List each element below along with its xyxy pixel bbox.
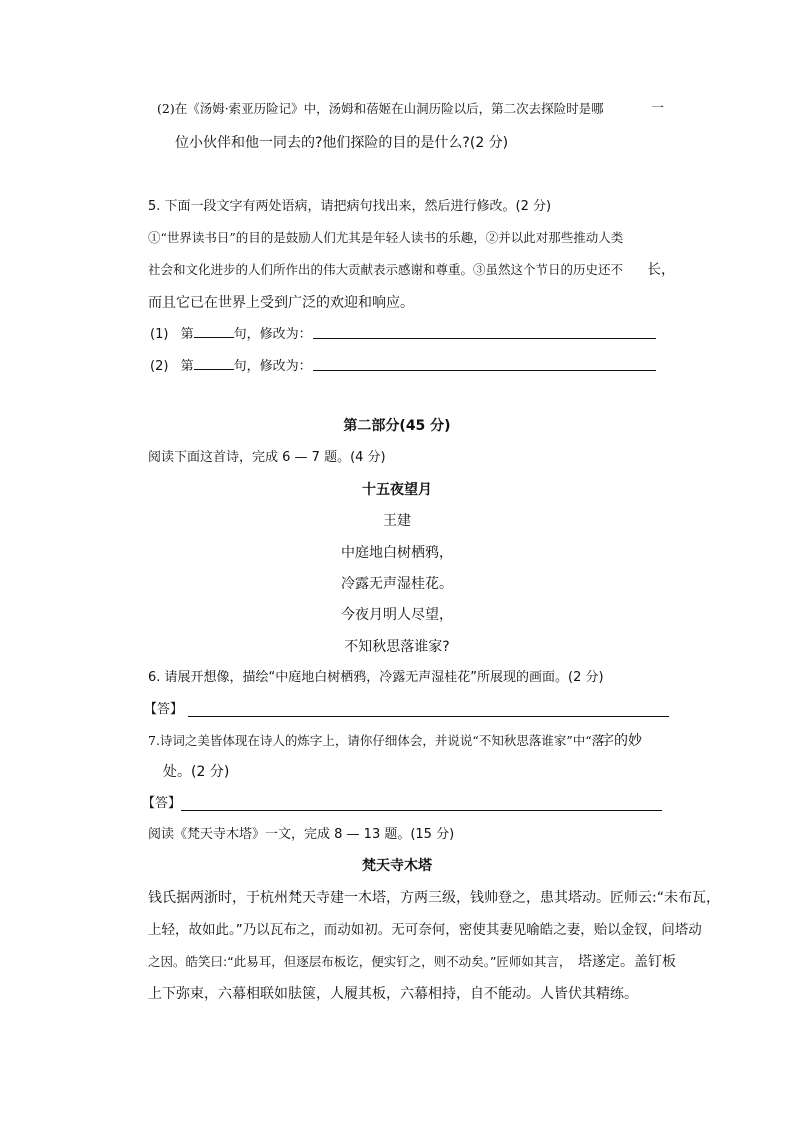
poem-line-4: 不知秋思落谁家? [344,639,450,655]
poem-title: 十五夜望月 [362,482,432,498]
answer-suffix: 句，修改为： [233,327,312,342]
reading-line-2: 上轻，故如此。”乃以瓦布之，而动如初。无可奈何，密使其妻见喻皓之妻，贻以金钗，问塔动 [148,922,702,938]
q4-2-line1: (2)在《汤姆·索亚历险记》中，汤姆和蓓姬在山洞历险以后，第二次去探险时是哪 [157,101,604,116]
q5-paragraph-line2: 社会和文化进步的人们所作出的伟大贡献表示感谢和尊重。③虽然这个节日的历史还不 [148,262,624,277]
poem-line-2: 冷露无声湿桂花。 [341,576,453,592]
sentence-number-blank[interactable] [194,324,234,338]
q4-2-line2: 位小伙伴和他一同去的?他们探险的目的是什么?(2 分) [175,135,509,151]
reading-line-4: 上下弥束，六幕相联如胠箧，人履其板，六幕相持，自不能动。人皆伏其精练。 [148,986,638,1002]
q5-answer-2-line[interactable] [313,370,656,371]
part2-heading: 第二部分(45 分) [343,418,451,434]
q6-answer-label: 【答】 [144,702,184,717]
q5-paragraph-line3: 而且它已在世界上受到广泛的欢迎和响应。 [148,295,414,311]
q7-answer-label: 【答】 [142,796,182,811]
q4-2-line1-tail: 一 [651,101,665,116]
q7-line2: 处。(2 分) [163,764,230,780]
answer-suffix: 句，修改为： [233,359,312,374]
q5-title: 5. 下面一段文字有两处语病，请把病句找出来，然后进行修改。(2 分) [148,199,552,214]
poem-line-1: 中庭地白树栖鸦， [341,545,453,561]
reading-title: 梵天寺木塔 [362,858,432,874]
answer-number: (2) [150,359,169,374]
reading-line-3-tail: 塔遂定。盖钉板 [578,954,676,970]
answer-number: (1) [150,327,169,342]
poem-author: 王建 [383,513,411,529]
q7-line1: 7.诗词之美皆体现在诗人的炼字上，请你仔细体会，并说说“不知秋思落谁家”中“落 [148,733,605,748]
q5-paragraph-line1: ①“世界读书日”的目的是鼓励人们尤其是年轻人读书的乐趣，②并以此对那些推动人类 [148,230,624,245]
q5-answer-2 [150,356,312,376]
q5-answer-1 [150,324,312,344]
sentence-number-blank[interactable] [194,356,234,370]
answer-prefix: 第 [180,359,194,374]
reading-instruction: 阅读《梵天寺木塔》一文，完成 8 — 13 题。(15 分) [148,827,455,842]
q5-answer-1-line[interactable] [313,338,656,339]
poem-line-3: 今夜月明人尽望， [341,607,453,623]
reading-line-1: 钱氏据两浙时，于杭州梵天寺建一木塔，方两三级，钱帅登之，患其塔动。匠师云:“未布瓦， [148,890,720,906]
q7-line1-tail: 字的妙 [600,733,642,749]
q7-answer-line[interactable] [181,810,662,811]
q5-paragraph-line2-tail: 长， [647,262,675,278]
answer-prefix: 第 [180,327,194,342]
part2-instruction: 阅读下面这首诗，完成 6 — 7 题。(4 分) [148,450,386,465]
reading-line-3: 之因。皓笑曰:“此易耳，但逐层布板讫，便实钉之，则不动矣。”匠师如其言， [148,954,572,969]
q6-text: 6. 请展开想像，描绘“中庭地白树栖鸦，冷露无声湿桂花”所展现的画面。(2 分) [148,670,604,685]
q6-answer-line[interactable] [188,716,669,717]
